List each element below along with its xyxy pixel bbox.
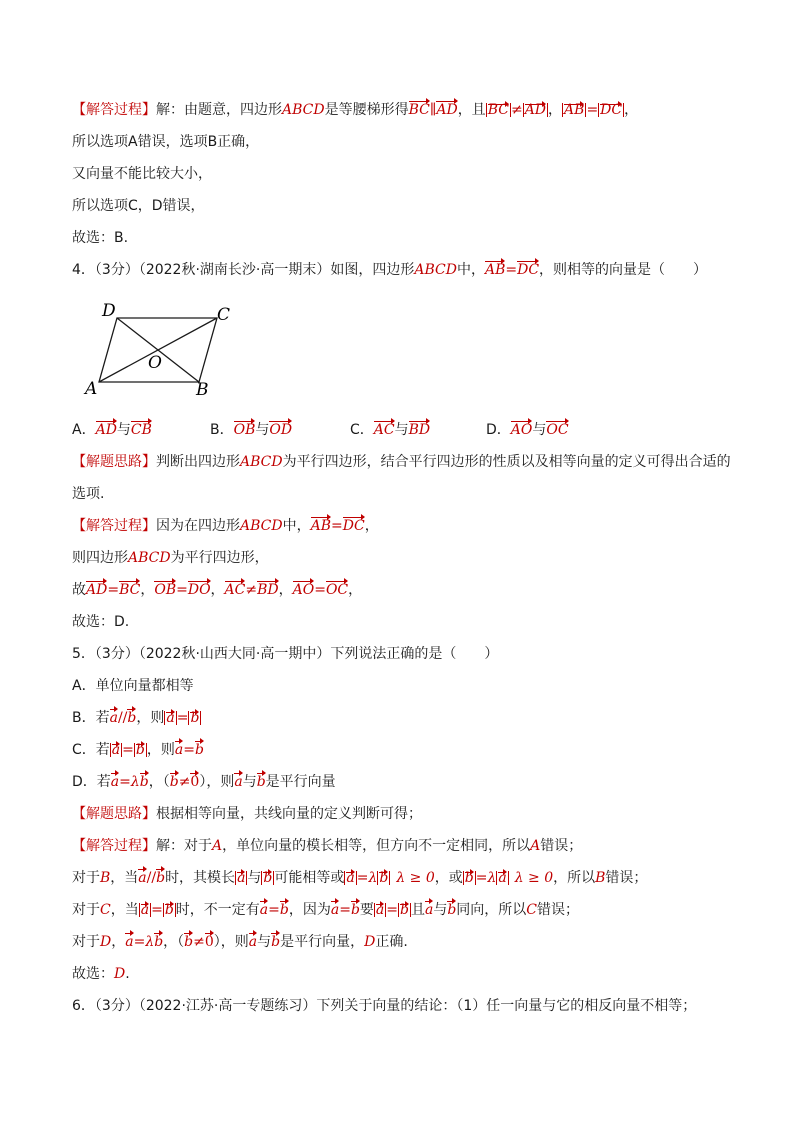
q3-solution-line-1 — [72, 100, 638, 120]
q5-solution-line-4 — [72, 932, 408, 952]
abs-bc — [486, 103, 511, 117]
text: ，则 — [146, 742, 175, 758]
text: 对于 — [72, 902, 100, 918]
text: ，当 — [110, 902, 139, 918]
vector: OB — [233, 422, 256, 438]
q4-solution-line-1 — [72, 516, 379, 536]
text: 对于 — [72, 934, 100, 950]
math-abcd: ABCD — [414, 262, 457, 278]
vector-a: a — [330, 902, 340, 918]
vector-dc: DC — [342, 518, 365, 534]
vector-ao: AO — [292, 582, 315, 598]
vector-ad: AD — [86, 582, 108, 598]
vector-a: a — [125, 934, 134, 950]
math-abcd: ABCD — [240, 518, 283, 534]
vertex-label-b: B — [196, 380, 209, 400]
option-letter: B． — [210, 422, 234, 438]
vector-b: b — [447, 902, 457, 918]
abs-b — [134, 743, 147, 757]
text: 与 — [394, 422, 409, 438]
vector-bc: BC — [119, 582, 141, 598]
text: ），则 — [213, 934, 249, 950]
math-d: D — [364, 934, 376, 950]
text: 为平行四边形， — [170, 550, 269, 566]
text: 与 — [532, 422, 547, 438]
q5-solution-line-3 — [72, 900, 579, 920]
eq-symbol: = — [586, 102, 599, 118]
text: ， — [111, 934, 126, 950]
eq-symbol: = — [133, 934, 146, 950]
vector-b: b — [135, 742, 145, 758]
text: 与 — [257, 934, 272, 950]
q5-answer — [72, 964, 130, 984]
text: 是平行向量 — [265, 774, 336, 790]
vector-a: a — [424, 902, 434, 918]
q3-solution-line-3: 又向量不能比较大小， — [72, 166, 212, 182]
vector-a: a — [138, 870, 147, 886]
text: 4．（3分）（2022秋·湖南长沙·高一期末）如图，四边形 — [72, 262, 415, 278]
eq-symbol: = — [176, 582, 188, 598]
vector: AD — [95, 422, 117, 438]
vector-b: b — [184, 934, 194, 950]
vector-a: a — [375, 902, 385, 918]
vector: CB — [130, 422, 152, 438]
text: 解：对于 — [156, 838, 212, 854]
q4-answer: 故选：D. — [72, 614, 130, 630]
lambda-condition: λ ≥ 0 — [396, 870, 435, 886]
vector-b: b — [139, 774, 149, 790]
text: 错误； — [537, 902, 580, 918]
neq-symbol: ≠ — [510, 102, 523, 118]
neq-symbol: ≠ — [245, 582, 258, 598]
option-letter: D． — [486, 422, 511, 438]
center-label-o: O — [148, 353, 162, 373]
eq-symbol: = — [119, 774, 131, 790]
text: 是等腰梯形得 — [324, 102, 409, 118]
abs-a — [164, 711, 176, 725]
vector-oc: OC — [325, 582, 349, 598]
eq-symbol: = — [356, 870, 369, 886]
vector-a: a — [234, 774, 243, 790]
q4-option-b[interactable] — [210, 420, 292, 440]
text: ， — [624, 102, 639, 118]
option-letter: A． — [72, 422, 96, 438]
vector-b: b — [279, 902, 289, 918]
abs-a — [110, 743, 122, 757]
abs-ab — [562, 103, 586, 117]
vector-b: b — [194, 742, 204, 758]
lambda: λ — [487, 870, 497, 886]
abs-dc — [598, 103, 624, 117]
eq-symbol: = — [475, 870, 488, 886]
idea-tag: 【解题思路】 — [72, 454, 156, 470]
text: 是平行向量， — [280, 934, 365, 950]
vector-a: a — [110, 774, 120, 790]
text: ），则 — [199, 774, 235, 790]
vector: OC — [546, 422, 569, 438]
abs-b — [463, 871, 476, 885]
q4-stem — [72, 260, 707, 280]
lambda: λ — [368, 870, 378, 886]
text: 正确. — [375, 934, 408, 950]
solution-tag: 【解答过程】 — [72, 102, 156, 118]
text: ，或 — [434, 870, 463, 886]
vector-b: b — [154, 934, 164, 950]
vector-b: b — [350, 902, 360, 918]
text: 故选： — [72, 966, 114, 982]
abs-a — [344, 871, 356, 885]
text: 与 — [255, 422, 270, 438]
eq-symbol: = — [122, 742, 134, 758]
math-b: B — [100, 870, 111, 886]
vector-do: DO — [187, 582, 211, 598]
vector-b: b — [464, 870, 474, 886]
q4-option-c[interactable] — [350, 420, 430, 440]
vector-a: a — [498, 870, 507, 886]
vector-a: a — [237, 870, 246, 886]
text: 与 — [433, 902, 448, 918]
text: 因为在四边形 — [156, 518, 240, 534]
text: ，则相等的向量是（ ） — [539, 262, 708, 278]
vertex-label-d: D — [102, 301, 116, 321]
vector-a: a — [174, 742, 184, 758]
abs-b — [188, 711, 201, 725]
text: ， — [364, 518, 379, 534]
abs-ad — [523, 103, 548, 117]
text: 根据相等向量，共线向量的定义判断可得； — [156, 806, 422, 822]
math-abcd: ABCD — [128, 550, 171, 566]
text: . — [125, 966, 130, 982]
q5-option-c[interactable] — [72, 740, 204, 760]
vector-dc: DC — [517, 262, 540, 278]
text: 故 — [72, 582, 86, 598]
vector-b: b — [379, 870, 389, 886]
solution-tag: 【解答过程】 — [72, 838, 156, 854]
parallel-symbol: // — [117, 710, 128, 726]
text: 错误； — [605, 870, 648, 886]
text: ，所以 — [553, 870, 596, 886]
vertex-label-c: C — [217, 305, 231, 325]
text: 时，不一定有 — [175, 902, 260, 918]
eq-symbol: = — [107, 582, 120, 598]
q3-solution-line-2: 所以选项A错误，选项B正确， — [72, 134, 260, 150]
q6-stem: 6．（3分）（2022·江苏·高一专题练习）下列关于向量的结论：（1）任一向量与它的相反向量不相等； — [72, 998, 697, 1014]
text: 与 — [242, 774, 257, 790]
math-a: A — [530, 838, 541, 854]
neq-symbol: ≠ — [193, 934, 205, 950]
vector-a: a — [111, 742, 121, 758]
text: 与 — [247, 870, 262, 886]
vector-b: b — [156, 870, 166, 886]
eq-symbol: = — [183, 742, 195, 758]
vector: AC — [373, 422, 395, 438]
text: C．若 — [72, 742, 110, 758]
eq-symbol: = — [314, 582, 326, 598]
eq-symbol: = — [386, 902, 398, 918]
text: 错误； — [540, 838, 583, 854]
vector-ad: AD — [524, 102, 547, 118]
lambda: λ — [130, 774, 140, 790]
math-c: C — [100, 902, 111, 918]
abs-b — [261, 871, 274, 885]
vector-bc: BC — [487, 102, 509, 118]
q5-idea — [72, 804, 422, 824]
parallelogram-figure — [82, 296, 252, 400]
text: D．若 — [72, 774, 111, 790]
text: 同向，所以 — [456, 902, 527, 918]
abs-a — [496, 871, 508, 885]
vector-b: b — [190, 710, 200, 726]
text: 对于 — [72, 870, 100, 886]
eq-symbol: = — [331, 518, 343, 534]
vector-b: b — [256, 774, 266, 790]
vector-ab: AB — [310, 518, 332, 534]
math-a: A — [212, 838, 223, 854]
vector-b: b — [164, 902, 174, 918]
q4-idea-line-2: 选项. — [72, 486, 105, 502]
math-b: B — [595, 870, 606, 886]
lambda: λ — [145, 934, 155, 950]
vector-b: b — [169, 774, 179, 790]
vector-a: a — [109, 710, 118, 726]
eq-symbol: = — [339, 902, 351, 918]
parallel-symbol: ∥ — [429, 102, 437, 118]
vector-b: b — [127, 710, 137, 726]
answer-letter: D — [114, 966, 126, 982]
q5-option-a[interactable]: A．单位向量都相等 — [72, 678, 194, 694]
text: ，则 — [136, 710, 165, 726]
parallel-symbol: // — [146, 870, 157, 886]
q3-solution-line-4: 所以选项C，D错误， — [72, 198, 205, 214]
vector-ac: AC — [224, 582, 246, 598]
text: 且 — [410, 902, 425, 918]
abs-a — [374, 903, 386, 917]
text: 判断出四边形 — [156, 454, 240, 470]
vector-a: a — [166, 710, 175, 726]
vector: BD — [408, 422, 431, 438]
vector-ab: AB — [484, 262, 506, 278]
vector-a: a — [248, 934, 258, 950]
vector-a: a — [140, 902, 150, 918]
abs-b — [377, 871, 390, 885]
eq-symbol: = — [151, 902, 163, 918]
option-letter: C． — [350, 422, 374, 438]
q5-solution-line-2 — [72, 868, 647, 888]
vector-b: b — [271, 934, 281, 950]
vertex-label-a: A — [85, 379, 98, 399]
q4-solution-line-3: 故AD=BC，OB=DO，AC≠BD，AO=OC， — [72, 582, 363, 598]
vector-dc: DC — [600, 102, 623, 118]
zero-vector: 0 — [190, 774, 200, 790]
abs-a — [235, 871, 247, 885]
vector: AO — [510, 422, 533, 438]
text: 则四边形 — [72, 550, 128, 566]
q3-answer: 故选：B. — [72, 230, 129, 246]
vector-bd: BD — [257, 582, 279, 598]
abs-a — [139, 903, 151, 917]
eq-symbol: = — [268, 902, 280, 918]
q5-option-d[interactable] — [72, 772, 336, 792]
neq-symbol: ≠ — [178, 774, 191, 790]
text: 中， — [282, 518, 311, 534]
q4-idea-line-1 — [72, 452, 731, 472]
abs-b — [163, 903, 176, 917]
zero-vector: 0 — [204, 934, 214, 950]
text: ，当 — [110, 870, 139, 886]
vector-b: b — [263, 870, 273, 886]
text: ， — [548, 102, 563, 118]
vector-a: a — [346, 870, 355, 886]
text: ，（ — [148, 774, 170, 790]
eq-symbol: = — [176, 710, 189, 726]
abs-b — [398, 903, 411, 917]
text: 可能相等或 — [274, 870, 345, 886]
idea-tag: 【解题思路】 — [72, 806, 156, 822]
vector-b: b — [400, 902, 409, 918]
vector-ob: OB — [154, 582, 177, 598]
text: 要 — [359, 902, 374, 918]
q5-option-b[interactable] — [72, 708, 201, 728]
math-abcd: ABCD — [282, 102, 325, 118]
vector-a: a — [259, 902, 269, 918]
text: 为平行四边形，结合平行四边形的性质以及相等向量的定义可得出合适的 — [282, 454, 731, 470]
text: ，因为 — [288, 902, 331, 918]
q4-option-a[interactable] — [72, 420, 152, 440]
vector-ab: AB — [564, 102, 585, 118]
lambda-condition: λ ≥ 0 — [514, 870, 554, 886]
q4-option-d[interactable] — [486, 420, 569, 440]
text: ，（ — [163, 934, 185, 950]
text: 中， — [456, 262, 485, 278]
math-abcd: ABCD — [240, 454, 283, 470]
text: B．若 — [72, 710, 110, 726]
text: ，且 — [457, 102, 486, 118]
vector: OD — [269, 422, 293, 438]
text: 时，其模长 — [165, 870, 236, 886]
eq-symbol: = — [505, 262, 518, 278]
text: ，单位向量的模长相等，但方向不一定相同，所以 — [222, 838, 531, 854]
text: 与 — [116, 422, 131, 438]
q4-solution-line-2 — [72, 548, 269, 568]
text: 解：由题意，四边形 — [156, 102, 282, 118]
vector-bc: BC — [408, 102, 430, 118]
q5-stem: 5．（3分）（2022秋·山西大同·高一期中）下列说法正确的是（ ） — [72, 646, 499, 662]
solution-tag: 【解答过程】 — [72, 518, 156, 534]
math-d: D — [100, 934, 112, 950]
q5-solution-line-1 — [72, 836, 582, 856]
vector-ad: AD — [436, 102, 458, 118]
math-c: C — [526, 902, 538, 918]
